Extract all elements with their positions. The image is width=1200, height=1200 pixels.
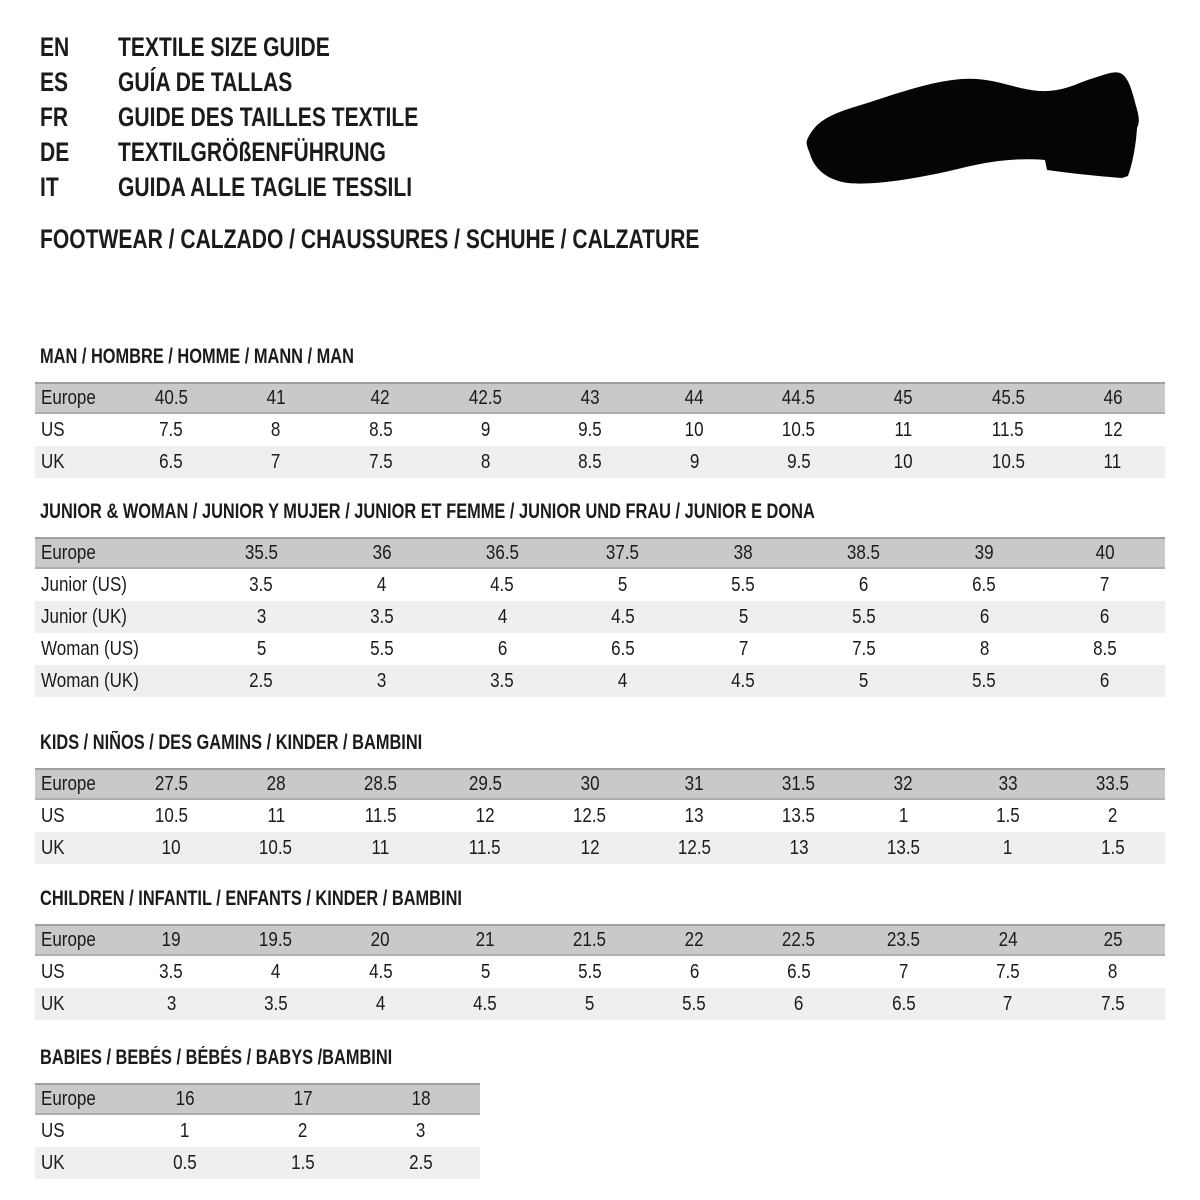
size-value-cell: 9	[480, 418, 490, 441]
size-value-cell: 11	[894, 418, 913, 441]
size-value-cell: 17	[293, 1087, 313, 1110]
size-value-cell: 5.5	[682, 992, 707, 1015]
size-value-cell: 29.5	[468, 772, 502, 795]
size-value-cell: 3	[416, 1119, 426, 1142]
row-label: UK	[41, 450, 65, 473]
size-value-cell: 38.5	[847, 541, 881, 564]
size-value-cell: 42.5	[468, 386, 502, 409]
row-label: Europe	[41, 541, 96, 564]
size-value-cell: 39	[974, 541, 994, 564]
size-value-cell: 44.5	[782, 386, 816, 409]
size-table-row	[35, 601, 1165, 633]
size-value-cell: 3.5	[264, 992, 288, 1015]
size-value-cell: 16	[175, 1087, 195, 1110]
size-table-row	[35, 956, 1165, 988]
size-table-header-row	[35, 537, 1165, 569]
size-value-cell: 11.5	[992, 418, 1024, 441]
row-label: UK	[41, 836, 65, 859]
size-value-cell: 46	[1103, 386, 1123, 409]
size-table-header-row	[35, 924, 1165, 956]
size-value-cell: 6.5	[891, 992, 916, 1015]
size-value-cell: 3	[256, 605, 266, 628]
size-value-cell: 8.5	[1092, 637, 1117, 660]
language-row-fr	[40, 100, 503, 135]
size-value-cell: 10.5	[782, 418, 816, 441]
size-value-cell: 12	[475, 804, 495, 827]
category-title: FOOTWEAR / CALZADO / CHAUSSURES / SCHUHE / CALZATURE	[40, 224, 700, 254]
size-value-cell: 5	[738, 605, 748, 628]
size-value-cell: 3.5	[249, 573, 274, 596]
size-value-cell: 33	[998, 772, 1018, 795]
size-value-cell: 31	[684, 772, 704, 795]
guide-title-es: GUÍA DE TALLAS	[118, 67, 293, 97]
size-value-cell: 19.5	[259, 928, 293, 951]
size-value-cell: 8	[271, 418, 281, 441]
section-title-man: MAN / HOMBRE / HOMME / MANN / MAN	[40, 345, 354, 368]
size-table-row	[35, 414, 1165, 446]
size-table-babies	[35, 1083, 480, 1179]
size-value-cell: 5.5	[577, 960, 602, 983]
size-value-cell: 11	[1103, 450, 1122, 473]
size-table-row	[35, 1115, 480, 1147]
size-value-cell: 40.5	[154, 386, 188, 409]
language-code: EN	[40, 32, 70, 62]
size-value-cell: 7	[738, 637, 748, 660]
size-value-cell: 9	[689, 450, 699, 473]
guide-title-de: TEXTILGRÖßENFÜHRUNG	[118, 137, 386, 167]
row-label: Junior (US)	[41, 573, 127, 596]
size-value-cell: 45.5	[991, 386, 1025, 409]
size-value-cell: 1.5	[291, 1151, 315, 1174]
size-value-cell: 32	[893, 772, 913, 795]
size-value-cell: 21.5	[573, 928, 607, 951]
row-label: Europe	[41, 1087, 96, 1110]
size-value-cell: 2.5	[409, 1151, 433, 1174]
row-label: US	[41, 804, 65, 827]
size-value-cell: 5	[618, 573, 628, 596]
size-value-cell: 9.5	[577, 418, 602, 441]
language-title-list	[40, 30, 503, 205]
size-value-cell: 10.5	[259, 836, 293, 859]
size-value-cell: 13	[684, 804, 704, 827]
size-value-cell: 27.5	[154, 772, 188, 795]
size-value-cell: 30	[580, 772, 600, 795]
size-value-cell: 4	[375, 992, 386, 1015]
size-value-cell: 7	[271, 450, 281, 473]
language-row-de	[40, 135, 503, 170]
size-value-cell: 22.5	[782, 928, 816, 951]
language-code: ES	[40, 67, 69, 97]
size-value-cell: 8.5	[368, 418, 393, 441]
size-value-cell: 13	[789, 836, 809, 859]
size-value-cell: 12	[580, 836, 600, 859]
size-value-cell: 1	[898, 804, 909, 827]
size-value-cell: 1.5	[996, 804, 1020, 827]
section-title-kids: KIDS / NIÑOS / DES GAMINS / KINDER / BAMBINI	[40, 731, 423, 754]
size-value-cell: 5.5	[851, 605, 876, 628]
row-label: UK	[41, 992, 65, 1015]
size-value-cell: 12	[1103, 418, 1123, 441]
size-value-cell: 18	[411, 1087, 431, 1110]
size-table-header-row	[35, 1083, 480, 1115]
size-table-row	[35, 665, 1165, 697]
size-value-cell: 4.5	[368, 960, 393, 983]
size-value-cell: 6.5	[610, 637, 635, 660]
size-value-cell: 0.5	[173, 1151, 197, 1174]
size-value-cell: 21	[475, 928, 495, 951]
size-value-cell: 6	[794, 992, 804, 1015]
size-value-cell: 7.5	[1100, 992, 1125, 1015]
size-value-cell: 7.5	[159, 418, 184, 441]
size-value-cell: 11	[371, 836, 390, 859]
row-label: UK	[41, 1151, 65, 1174]
row-label: Woman (UK)	[41, 669, 139, 692]
size-table-man	[35, 382, 1165, 478]
size-value-cell: 3.5	[490, 669, 515, 692]
language-row-es	[40, 65, 503, 100]
size-value-cell: 13.5	[886, 836, 921, 859]
row-label: Europe	[41, 928, 96, 951]
size-value-cell: 6.5	[787, 960, 811, 983]
size-value-cell: 7.5	[851, 637, 876, 660]
size-value-cell: 28	[266, 772, 286, 795]
size-value-cell: 6.5	[972, 573, 997, 596]
size-value-cell: 1.5	[1100, 836, 1125, 859]
language-code: FR	[40, 102, 69, 132]
size-value-cell: 7.5	[368, 450, 393, 473]
size-table-row	[35, 988, 1165, 1020]
row-label: Woman (US)	[41, 637, 139, 660]
size-value-cell: 6	[1100, 605, 1110, 628]
size-value-cell: 5.5	[972, 669, 997, 692]
language-row-en	[40, 30, 503, 65]
size-value-cell: 6	[1100, 669, 1110, 692]
size-value-cell: 8.5	[577, 450, 602, 473]
size-value-cell: 44	[684, 386, 704, 409]
size-table-row	[35, 633, 1165, 665]
size-value-cell: 5	[859, 669, 869, 692]
size-value-cell: 6	[497, 637, 507, 660]
size-value-cell: 4.5	[473, 992, 497, 1015]
size-value-cell: 10.5	[154, 804, 188, 827]
row-label: Europe	[41, 772, 96, 795]
size-value-cell: 2	[298, 1119, 308, 1142]
size-table-row	[35, 800, 1165, 832]
size-value-cell: 12.5	[677, 836, 711, 859]
language-code: IT	[40, 172, 59, 202]
section-children	[35, 887, 1165, 1020]
size-value-cell: 28.5	[363, 772, 398, 795]
size-value-cell: 9.5	[787, 450, 811, 473]
size-value-cell: 5	[584, 992, 595, 1015]
size-value-cell: 3.5	[369, 605, 394, 628]
size-value-cell: 35.5	[244, 541, 278, 564]
size-value-cell: 38	[733, 541, 753, 564]
size-value-cell: 11.5	[469, 836, 501, 859]
row-label: Europe	[41, 386, 96, 409]
size-value-cell: 42	[371, 386, 390, 409]
size-value-cell: 36	[372, 541, 392, 564]
size-value-cell: 13.5	[782, 804, 816, 827]
section-title-junior-woman: JUNIOR & WOMAN / JUNIOR Y MUJER / JUNIOR ET FEMME / JUNIOR UND FRAU / JUNIOR E DONA	[40, 500, 815, 523]
size-value-cell: 6.5	[159, 450, 184, 473]
size-table-kids	[35, 768, 1165, 864]
size-value-cell: 5	[480, 960, 490, 983]
size-table-row	[35, 569, 1165, 601]
size-value-cell: 43	[580, 386, 600, 409]
size-value-cell: 36.5	[485, 541, 519, 564]
size-table-row	[35, 446, 1165, 478]
size-value-cell: 11	[267, 804, 285, 827]
section-babies	[35, 1046, 1165, 1179]
size-value-cell: 4	[497, 605, 507, 628]
size-value-cell: 3	[377, 669, 387, 692]
size-value-cell: 8	[480, 450, 490, 473]
size-value-cell: 6	[689, 960, 699, 983]
row-label: US	[41, 1119, 65, 1142]
size-table-header-row	[35, 382, 1165, 414]
size-value-cell: 33.5	[1096, 772, 1130, 795]
section-title-babies: BABIES / BEBÉS / BÉBÉS / BABYS /BAMBINI	[40, 1046, 393, 1069]
size-value-cell: 6	[859, 573, 869, 596]
size-value-cell: 5.5	[369, 637, 394, 660]
size-value-cell: 23.5	[886, 928, 921, 951]
row-label: US	[41, 418, 65, 441]
size-value-cell: 25	[1103, 928, 1123, 951]
size-value-cell: 5.5	[731, 573, 756, 596]
size-value-cell: 6	[979, 605, 989, 628]
section-kids	[35, 731, 1165, 864]
size-value-cell: 5	[256, 637, 266, 660]
size-table-row	[35, 832, 1165, 864]
size-table-header-row	[35, 768, 1165, 800]
size-value-cell: 22	[684, 928, 704, 951]
size-value-cell: 4	[271, 960, 281, 983]
size-value-cell: 4	[618, 669, 628, 692]
size-value-cell: 2.5	[249, 669, 274, 692]
size-value-cell: 24	[998, 928, 1018, 951]
size-value-cell: 31.5	[782, 772, 816, 795]
size-value-cell: 7	[1003, 992, 1013, 1015]
size-value-cell: 45	[893, 386, 913, 409]
size-value-cell: 10	[684, 418, 704, 441]
guide-title-fr: GUIDE DES TAILLES TEXTILE	[118, 102, 419, 132]
size-value-cell: 4	[377, 573, 387, 596]
size-value-cell: 4.5	[490, 573, 515, 596]
size-value-cell: 8	[1107, 960, 1118, 983]
size-value-cell: 8	[979, 637, 989, 660]
row-label: Junior (UK)	[41, 605, 127, 628]
guide-title-en: TEXTILE SIZE GUIDE	[118, 32, 330, 62]
size-table-children	[35, 924, 1165, 1020]
size-value-cell: 10	[893, 450, 913, 473]
size-value-cell: 3.5	[159, 960, 184, 983]
size-value-cell: 7.5	[996, 960, 1020, 983]
size-value-cell: 10.5	[991, 450, 1025, 473]
size-value-cell: 1	[180, 1119, 190, 1142]
size-value-cell: 37.5	[606, 541, 640, 564]
size-value-cell: 11.5	[364, 804, 397, 827]
size-value-cell: 12.5	[573, 804, 607, 827]
size-value-cell: 41	[266, 386, 286, 409]
size-value-cell: 3	[166, 992, 177, 1015]
guide-title-it: GUIDA ALLE TAGLIE TESSILI	[118, 172, 413, 202]
size-table-row	[35, 1147, 480, 1179]
size-value-cell: 7	[1100, 573, 1110, 596]
section-junior-woman	[35, 500, 1165, 697]
size-table-junior-woman	[35, 537, 1165, 697]
section-man	[35, 345, 1165, 478]
size-value-cell: 7	[898, 960, 909, 983]
size-value-cell: 20	[371, 928, 390, 951]
language-code: DE	[40, 137, 70, 167]
size-value-cell: 19	[161, 928, 181, 951]
language-row-it	[40, 170, 503, 205]
size-value-cell: 40	[1095, 541, 1115, 564]
size-value-cell: 4.5	[610, 605, 635, 628]
size-value-cell: 10	[161, 836, 181, 859]
size-value-cell: 1	[1003, 836, 1013, 859]
row-label: US	[41, 960, 65, 983]
size-value-cell: 4.5	[731, 669, 756, 692]
shoe-icon	[806, 72, 1140, 186]
section-title-children: CHILDREN / INFANTIL / ENFANTS / KINDER / BAMBINI	[40, 887, 462, 910]
size-value-cell: 2	[1107, 804, 1118, 827]
